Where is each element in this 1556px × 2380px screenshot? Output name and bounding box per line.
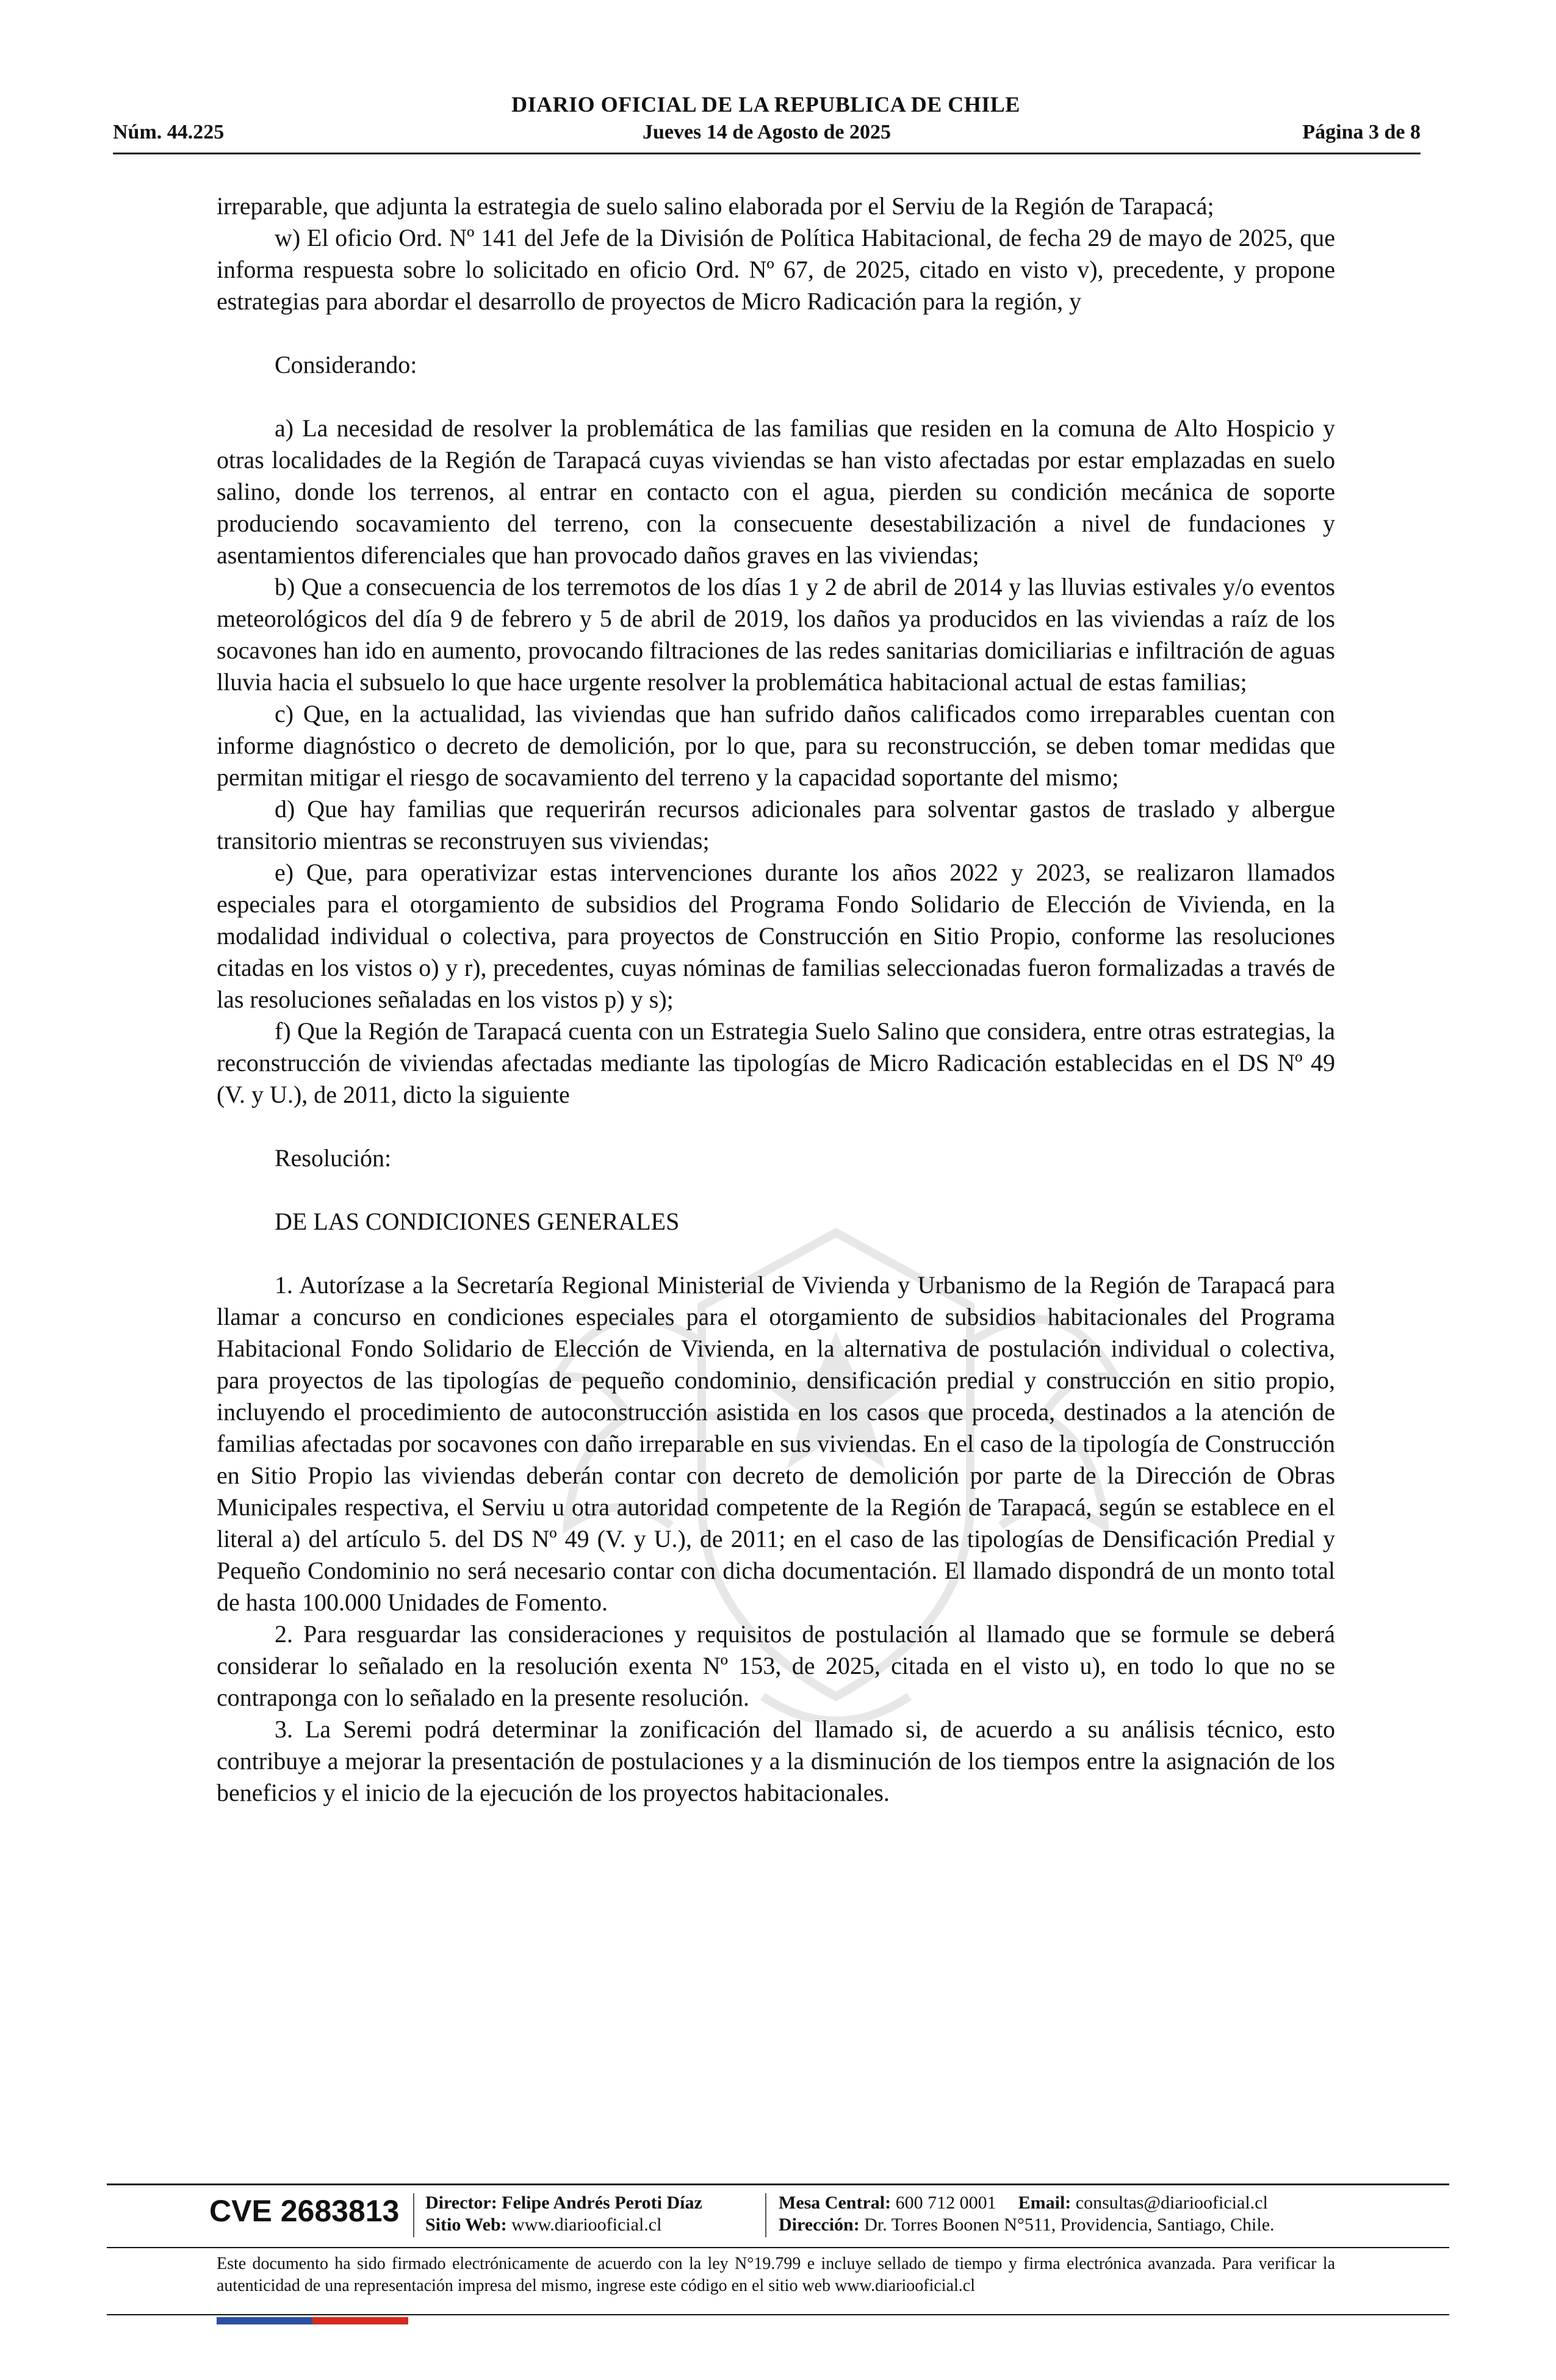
direccion-label: Dirección: xyxy=(779,2215,860,2235)
flag-stripe-red xyxy=(312,2317,408,2324)
document-body xyxy=(217,190,1335,1809)
footer-divider-bottom xyxy=(107,2314,1449,2315)
article-3: 3. La Seremi podrá determinar la zonificación del llamado si, de acuerdo a su análisis técnico, esto contribuye a mejorar la presentación de postulaciones y a la disminución de los tiempos entre la asignación de los beneficios y el inicio de la ejecución de los proyectos habitacionales. xyxy=(217,1715,1335,1806)
newspaper-title: DIARIO OFICIAL DE LA REPUBLICA DE CHILE xyxy=(511,92,1020,117)
paragraph-a: a) La necesidad de resolver la problemática de las familias que residen en la comuna de Alto Hospicio y otras localidades de la Región de Tarapacá cuyas viviendas se han visto afectadas por estar emplazadas en suelo salino, donde los terrenos, al entrar en contacto con el agua, pierden su condición mecánica de soporte produciendo socavamiento del terreno, con la consecuente desestabilización a nivel de fundaciones y asentamientos diferenciales que han provocado daños graves en las viviendas; xyxy=(217,414,1335,569)
footer-contact-block xyxy=(779,2192,1275,2236)
footer-divider-middle xyxy=(107,2247,1449,2248)
considerando-heading: Considerando: xyxy=(275,351,417,378)
email-link[interactable]: consultas@diariooficial.cl xyxy=(1075,2193,1268,2213)
footer-separator xyxy=(413,2193,414,2237)
footer-separator xyxy=(765,2193,766,2237)
mesa-label: Mesa Central: xyxy=(779,2193,891,2213)
page-number: Página 3 de 8 xyxy=(1302,121,1421,143)
article-2: 2. Para resguardar las consideraciones y requisitos de postulación al llamado que se formule se deberá considerar lo señalado en la resolución exenta Nº 153, de 2025, citada en el visto u), en todo lo que no se contraponga con lo señalado en la presente resolución. xyxy=(217,1620,1335,1711)
footer-director-block xyxy=(425,2192,702,2236)
paragraph-w: w) El oficio Ord. Nº 141 del Jefe de la División de Política Habitacional, de fecha 29 de mayo de 2025, que informa respuesta sobre lo solicitado en oficio Ord. Nº 67, de 2025, citado en visto v), precedente, y propone estrategias para abordar el desarrollo de proyectos de Micro Radicación para la región, y xyxy=(217,224,1335,315)
paragraph-b: b) Que a consecuencia de los terremotos de los días 1 y 2 de abril de 2014 y las lluvias estivales y/o eventos meteorológicos del día 9 de febrero y 5 de abril de 2019, los daños ya producidos en las viviendas a raíz de los socavones han ido en aumento, provocando filtraciones de las redes sanitarias domiciliarias e infiltración de aguas lluvia hacia el subsuelo lo que hace urgente resolver la problemática habitacional actual de estas familias; xyxy=(217,573,1335,696)
paragraph-e: e) Que, para operativizar estas intervenciones durante los años 2022 y 2023, se realizaron llamados especiales para el otorgamiento de subsidios del Programa Fondo Solidario de Elección de Vivienda, en la modalidad individual o colectiva, para proyectos de Construcción en Sitio Propio, conforme las resoluciones citadas en los vistos o) y r), precedentes, cuyas nóminas de familias seleccionadas fueron formalizadas a través de las resoluciones señaladas en los vistos p) y s); xyxy=(217,859,1335,1013)
director-label: Director: xyxy=(425,2193,497,2213)
signature-note: Este documento ha sido firmado electrónicamente de acuerdo con la ley N°19.799 e incluye sellado de tiempo y firma electrónica avanzada. Para verificar la autenticidad de una representación impresa del mismo, ingrese este código en el sitio web www.diariooficial.cl xyxy=(217,2254,1335,2295)
issue-number: Núm. 44.225 xyxy=(113,121,225,143)
flag-stripe-blue xyxy=(217,2317,312,2324)
article-1: 1. Autorízase a la Secretaría Regional Ministerial de Vivienda y Urbanismo de la Región de Tarapacá para llamar a concurso en condiciones especiales para el otorgamiento de subsidios habitacionales del Programa Habitacional Fondo Solidario de Elección de Vivienda, en la alternativa de postulación individual o colectiva, para proyectos de las tipologías de pequeño condominio, densificación predial y construcción en sitio propio, incluyendo el procedimiento de autoconstrucción asistida en los casos que proceda, destinados a la atención de familias afectadas por socavones con daño irreparable en sus viviendas. En el caso de la tipología de Construcción en Sitio Propio las viviendas deberán contar con decreto de demolición por parte de la Dirección de Obras Municipales respectiva, el Serviu u otra autoridad competente de la Región de Tarapacá, según se establece en el literal a) del artículo 5. del DS Nº 49 (V. y U.), de 2011; en el caso de las tipologías de Densificación Predial y Pequeño Condominio no será necesario contar con dicha documentación. El llamado dispondrá de un monto total de hasta 100.000 Unidades de Fomento. xyxy=(217,1271,1335,1616)
header-divider xyxy=(113,153,1421,154)
email-label: Email: xyxy=(1018,2193,1072,2213)
paragraph-w-continuation: irreparable, que adjunta la estrategia de suelo salino elaborada por el Serviu de la Región de Tarapacá; xyxy=(217,192,1214,220)
director-name: Felipe Andrés Peroti Díaz xyxy=(502,2193,702,2213)
issue-date: Jueves 14 de Agosto de 2025 xyxy=(642,121,891,143)
paragraph-c: c) Que, en la actualidad, las viviendas que han sufrido daños calificados como irreparables cuentan con informe diagnóstico o decreto de demolición, por lo que, para su reconstrucción, se deben tomar medidas que permitan mitigar el riesgo de socavamiento del terreno y la capacidad soportante del mismo; xyxy=(217,700,1335,791)
web-label: Sitio Web: xyxy=(425,2215,507,2235)
paragraph-f: f) Que la Región de Tarapacá cuenta con un Estrategia Suelo Salino que considera, entre otras estrategias, la reconstrucción de viviendas afectadas mediante las tipologías de Micro Radicación establecidas en el DS Nº 49 (V. y U.), de 2011, dicto la siguiente xyxy=(217,1017,1335,1108)
cve-code: CVE 2683813 xyxy=(209,2194,400,2228)
direccion-value: Dr. Torres Boonen N°511, Providencia, Santiago, Chile. xyxy=(864,2215,1275,2235)
section-heading: DE LAS CONDICIONES GENERALES xyxy=(275,1208,680,1235)
paragraph-d: d) Que hay familias que requerirán recursos adicionales para solventar gastos de traslado y albergue transitorio mientras se reconstruyen sus viviendas; xyxy=(217,795,1335,854)
resolucion-heading: Resolución: xyxy=(275,1144,392,1172)
mesa-phone: 600 712 0001 xyxy=(895,2193,996,2213)
web-link[interactable]: www.diariooficial.cl xyxy=(511,2215,662,2235)
footer-divider-top xyxy=(107,2183,1449,2185)
header-row xyxy=(113,121,1421,150)
